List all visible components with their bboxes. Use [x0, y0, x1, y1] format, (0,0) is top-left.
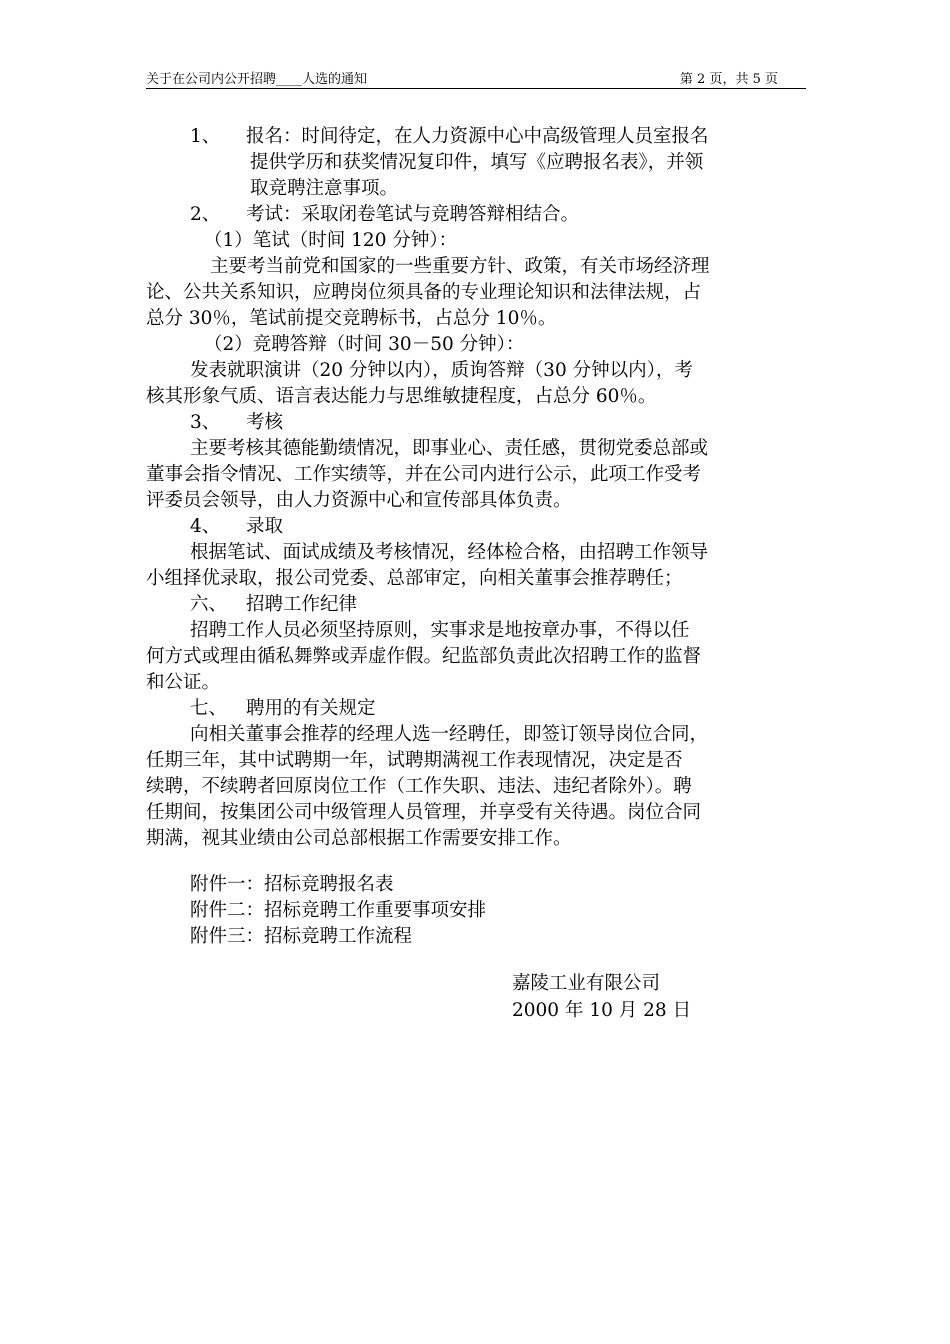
written-exam-title: （1）笔试（时间 120 分钟）： — [204, 230, 458, 251]
section-7-number: 七、 — [190, 698, 228, 719]
written-exam-line: 主要考当前党和国家的一些重要方针、政策，有关市场经济理 — [210, 256, 710, 277]
header-title: 关于在公司内公开招聘____人选的通知 — [146, 72, 368, 87]
section-6-title: 招聘工作纪律 — [246, 594, 358, 615]
item-2-number: 2、 — [190, 204, 221, 225]
attachment-item: 附件三：招标竞聘工作流程 — [190, 926, 413, 947]
item-4-title: 录取 — [246, 516, 284, 537]
section-7-title: 聘用的有关规定 — [246, 698, 376, 719]
item-4-line: 小组择优录取，报公司党委、总部审定，向相关董事会推荐聘任； — [146, 568, 683, 589]
spacer — [146, 852, 818, 872]
attachment-item: 附件二：招标竞聘工作重要事项安排 — [190, 900, 487, 921]
defense-line: 发表就职演讲（20 分钟以内），质询答辩（30 分钟以内），考 — [190, 360, 693, 381]
section-7 — [146, 696, 818, 722]
page-header — [146, 66, 806, 89]
item-1-line: 提供学历和获奖情况复印件，填写《应聘报名表》，并领 — [250, 152, 704, 173]
item-3-line: 主要考核其德能勤绩情况，即事业心、责任感，贯彻党委总部或 — [190, 438, 709, 459]
section-6-line: 招聘工作人员必须坚持原则，实事求是地按章办事，不得以任 — [190, 620, 690, 641]
item-3-line: 董事会指令情况、工作实绩等，并在公司内进行公示，此项工作受考 — [146, 464, 702, 485]
section-6-number: 六、 — [190, 594, 228, 615]
written-exam-line: 论、公共关系知识，应聘岗位须具备的专业理论知识和法律法规，占 — [146, 282, 702, 303]
attachment-item: 附件一：招标竞聘报名表 — [190, 874, 394, 895]
item-4 — [146, 514, 818, 540]
item-3 — [146, 410, 818, 436]
section-7-line: 续聘，不续聘者回原岗位工作（工作失职、违法、违纪者除外）。聘 — [146, 776, 692, 797]
defense-title: （2）竞聘答辩（时间 30－50 分钟）： — [204, 334, 525, 355]
item-4-line: 根据笔试、面试成绩及考核情况，经体检合格，由招聘工作领导 — [190, 542, 709, 563]
item-1 — [146, 124, 818, 150]
section-7-line: 向相关董事会推荐的经理人选一经聘任，即签订领导岗位合同， — [190, 724, 709, 745]
item-3-number: 3、 — [190, 412, 221, 433]
section-6-line: 和公证。 — [146, 672, 221, 693]
header-page-info: 第 2 页，共 5 页 — [679, 72, 778, 87]
item-1-number: 1、 — [190, 126, 221, 147]
written-exam-line: 总分 30％，笔试前提交竞聘标书，占总分 10％。 — [146, 308, 557, 329]
item-2 — [146, 202, 818, 228]
signature-block — [512, 970, 691, 1024]
item-1-line: 取竞聘注意事项。 — [250, 178, 399, 199]
section-7-line: 任期三年，其中试聘期一年，试聘期满视工作表现情况，决定是否 — [146, 750, 683, 771]
section-7-line: 任期间，按集团公司中级管理人员管理，并享受有关待遇。岗位合同 — [146, 802, 702, 823]
item-3-title: 考核 — [246, 412, 284, 433]
item-4-number: 4、 — [190, 516, 221, 537]
section-6-line: 何方式或理由循私舞弊或弄虚作假。纪监部负责此次招聘工作的监督 — [146, 646, 702, 667]
signature-company: 嘉陵工业有限公司 — [512, 973, 661, 994]
section-6 — [146, 592, 818, 618]
signature-date: 2000 年 10 月 28 日 — [512, 1000, 692, 1021]
document-body — [146, 124, 818, 950]
item-1-line: 报名：时间待定，在人力资源中心中高级管理人员室报名 — [246, 126, 709, 147]
defense-line: 核其形象气质、语言表达能力与思维敏捷程度，占总分 60％。 — [146, 386, 657, 407]
item-3-line: 评委员会领导，由人力资源中心和宣传部具体负责。 — [146, 490, 572, 511]
item-2-text: 考试：采取闭卷笔试与竞聘答辩相结合。 — [246, 204, 580, 225]
section-7-line: 期满，视其业绩由公司总部根据工作需要安排工作。 — [146, 828, 572, 849]
